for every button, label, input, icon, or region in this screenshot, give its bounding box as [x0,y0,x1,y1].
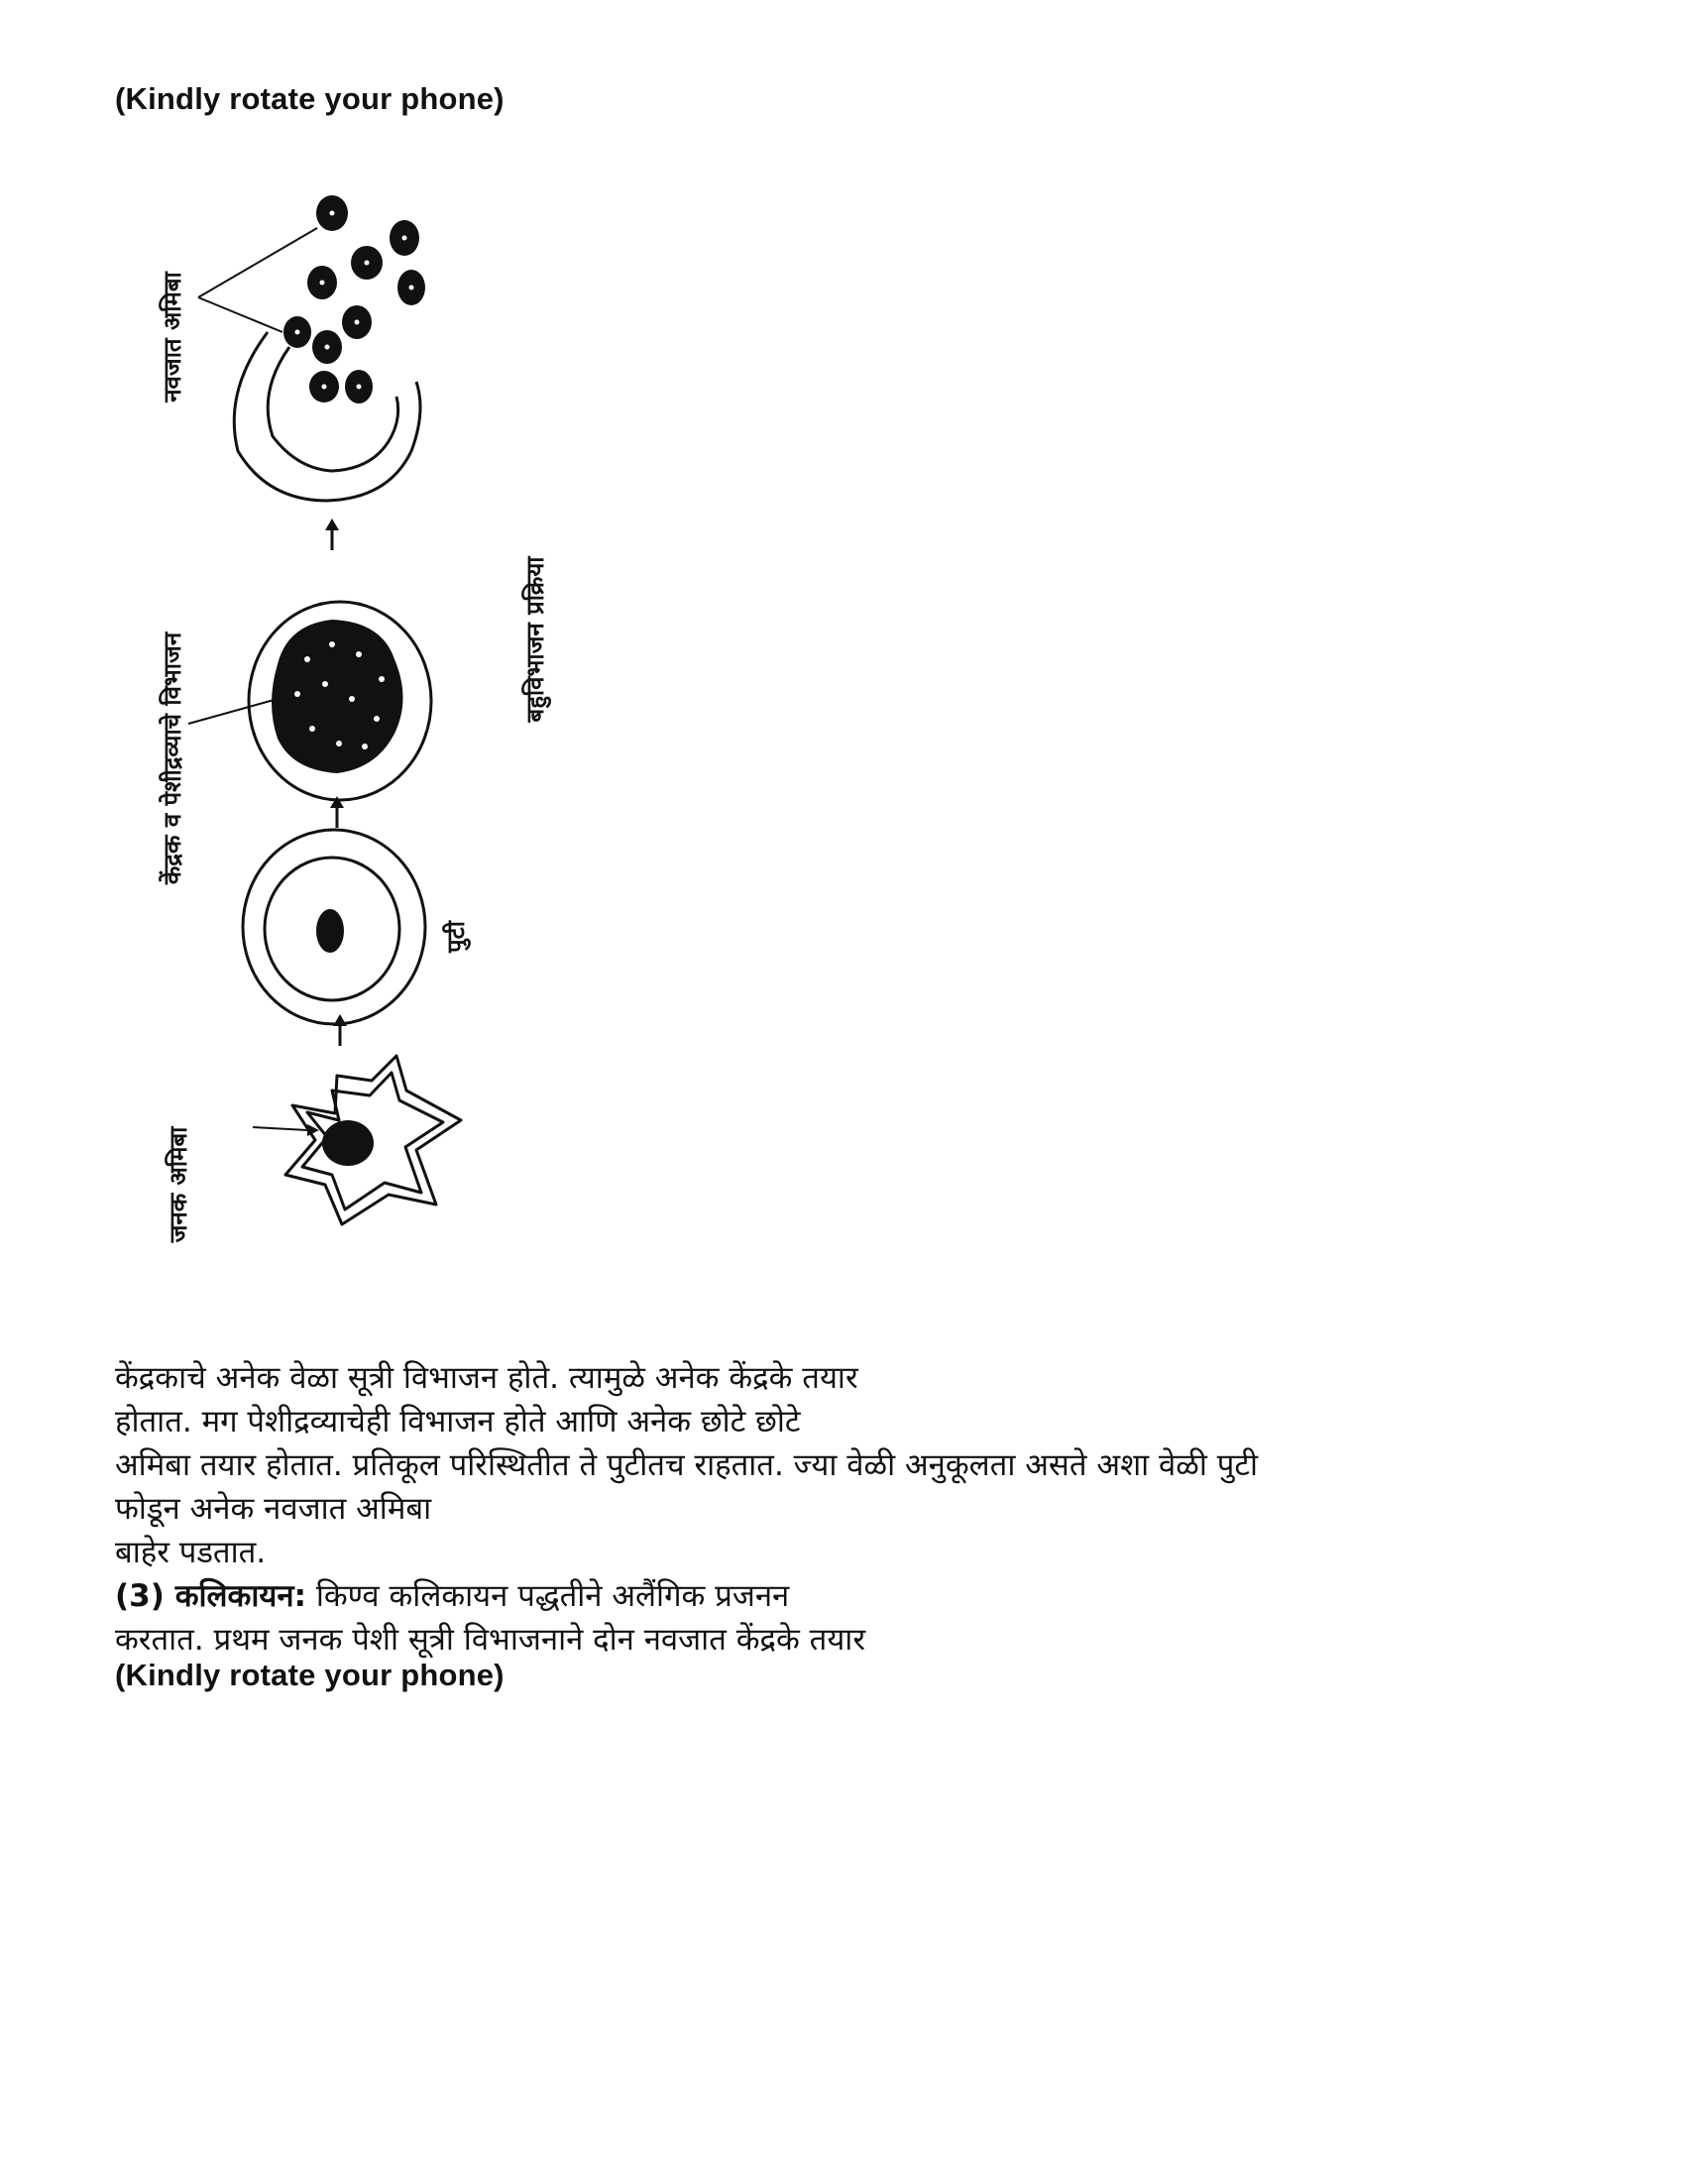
newborn-amoeba-drawing [198,195,425,501]
label-newborn-amoeba: नवजात अमिबा [159,272,186,402]
label-cyst: पुटी [442,921,470,953]
stage-arrow [325,518,339,550]
division-drawing [188,602,431,800]
cyst-drawing [243,830,425,1024]
text-line: होतात. मग पेशीद्रव्याचेही विभाजन होते आणि अनेक छोटे छोटे [115,1404,801,1439]
text-line: करतात. प्रथम जनक पेशी सूत्री विभाजनाने दोन नवजात केंद्रके तयार [115,1622,866,1658]
text-line: केंद्रकाचे अनेक वेळा सूत्री विभाजन होते. त्यामुळे अनेक केंद्रके तयार [115,1360,858,1396]
kalikayan-line [115,1574,1582,1618]
rotate-notice-bottom: (Kindly rotate your phone) [115,1658,505,1692]
body-text [115,1356,1582,1662]
rotate-notice-top: (Kindly rotate your phone) [115,81,505,116]
text-line: अमिबा तयार होतात. प्रतिकूल परिस्थितीत ते पुटीतच राहतात. ज्या वेळी अनुकूलता असते अशा वेळी पुटी [115,1447,1258,1483]
kalikayan-text: किण्व कलिकायन पद्धतीने अलैंगिक प्रजनन [305,1578,790,1614]
label-division: केंद्रक व पेशीद्रव्याचे विभाजन [159,632,186,885]
label-parent-amoeba: जनक अमिबा [165,1126,192,1243]
kalikayan-heading: (3) कलिकायन: [115,1578,306,1614]
text-line: बाहेर पडतात. [115,1535,267,1570]
text-line: फोडून अनेक नवजात अमिबा [115,1491,432,1527]
stage-arrow [333,1014,347,1046]
parent-amoeba-drawing [253,1056,461,1224]
label-process-title: बहुविभाजन प्रक्रिया [521,556,549,723]
multiple-fission-diagram [129,183,585,1304]
